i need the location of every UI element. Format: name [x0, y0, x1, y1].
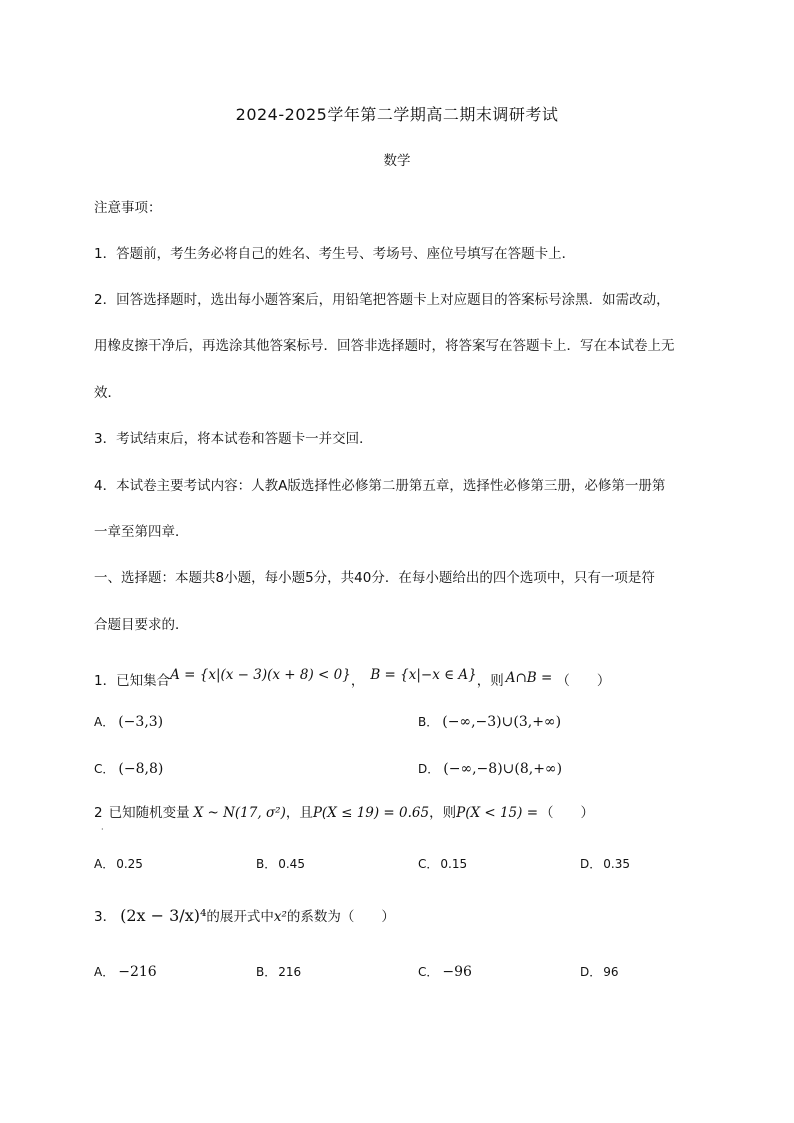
q2-distribution: X ~ N(17, σ²): [193, 805, 286, 821]
exam-title: 2024-2025学年第二学期高二期末调研考试: [235, 105, 559, 124]
q3-term: x²: [273, 909, 287, 925]
question-1: [94, 667, 611, 690]
question-3: [94, 907, 395, 926]
q2-option-c: C． 0.15: [418, 857, 468, 871]
q2-prefix: 2: [94, 805, 103, 821]
q3-expression: (2x − 3/x)⁴: [120, 906, 207, 925]
notice-item-4-line-2: 一章至第四章．: [94, 524, 189, 540]
q1-paren: （ ）: [556, 673, 611, 689]
q2-query: P(X < 15) =: [456, 805, 539, 821]
q2-paren: （ ）: [540, 805, 595, 821]
q1-mid: ，则: [476, 673, 504, 689]
notice-heading: 注意事项：: [94, 200, 162, 216]
notice-item-2-line-3: 效．: [94, 385, 121, 401]
q2-text-1: 已知随机变量: [108, 805, 190, 821]
q3-prefix: 3．: [94, 909, 117, 925]
q1-comma: ，: [350, 673, 365, 689]
q3-option-b: B． 216: [256, 965, 302, 979]
q1-option-d: D． (−∞,−8)∪(8,+∞): [418, 761, 563, 777]
section-1-line-1: 一、选择题：本题共8小题，每小题5分，共40分．在每小题给出的四个选项中，只有一项是符: [94, 570, 655, 586]
q2-condition: P(X ≤ 19) = 0.65: [312, 805, 430, 821]
section-1-line-2: 合题目要求的．: [94, 617, 189, 633]
q1-prefix: 1．已知集合: [94, 673, 171, 689]
question-2: [94, 804, 594, 822]
subject-title: 数学: [383, 153, 411, 169]
q1-set-a: A = {x|(x − 3)(x + 8) < 0}: [170, 667, 351, 683]
q3-option-a: A． −216: [94, 964, 157, 980]
q3-text-2: 的系数为（ ）: [286, 909, 395, 925]
q2-option-b: B． 0.45: [256, 857, 305, 871]
notice-item-2-line-1: 2．回答选择题时，选出每小题答案后，用铅笔把答题卡上对应题目的答案标号涂黑．如需改动，: [94, 292, 670, 308]
notice-item-1: 1．答题前，考生务必将自己的姓名、考生号、考场号、座位号填写在答题卡上．: [94, 246, 576, 262]
notice-item-3: 3．考试结束后，将本试卷和答题卡一并交回．: [94, 431, 373, 447]
q3-option-c: C． −96: [418, 964, 472, 980]
q1-set-b: B = {x|−x ∈ A}: [370, 667, 477, 683]
q1-expression: A∩B =: [505, 670, 553, 686]
q2-option-d: D． 0.35: [580, 857, 630, 871]
q3-text-1: 的展开式中: [206, 909, 274, 925]
q3-option-d: D． 96: [580, 965, 619, 979]
q1-option-c: C． (−8,8): [94, 761, 164, 777]
q1-option-b: B． (−∞,−3)∪(3,+∞): [418, 714, 562, 730]
notice-item-2-line-2: 用橡皮擦干净后，再选涂其他答案标号．回答非选择题时，将答案写在答题卡上．写在本试卷上无: [94, 338, 675, 354]
q2-option-a: A． 0.25: [94, 857, 143, 871]
q2-text-3: ，则: [429, 805, 457, 821]
notice-item-4-line-1: 4．本试卷主要考试内容：人教A版选择性必修第二册第五章，选择性必修第三册，必修第一册第: [94, 478, 666, 494]
q2-text-2: ，且: [285, 805, 313, 821]
q2-dot: ·: [101, 825, 104, 834]
q1-option-a: A． (−3,3): [94, 714, 164, 730]
